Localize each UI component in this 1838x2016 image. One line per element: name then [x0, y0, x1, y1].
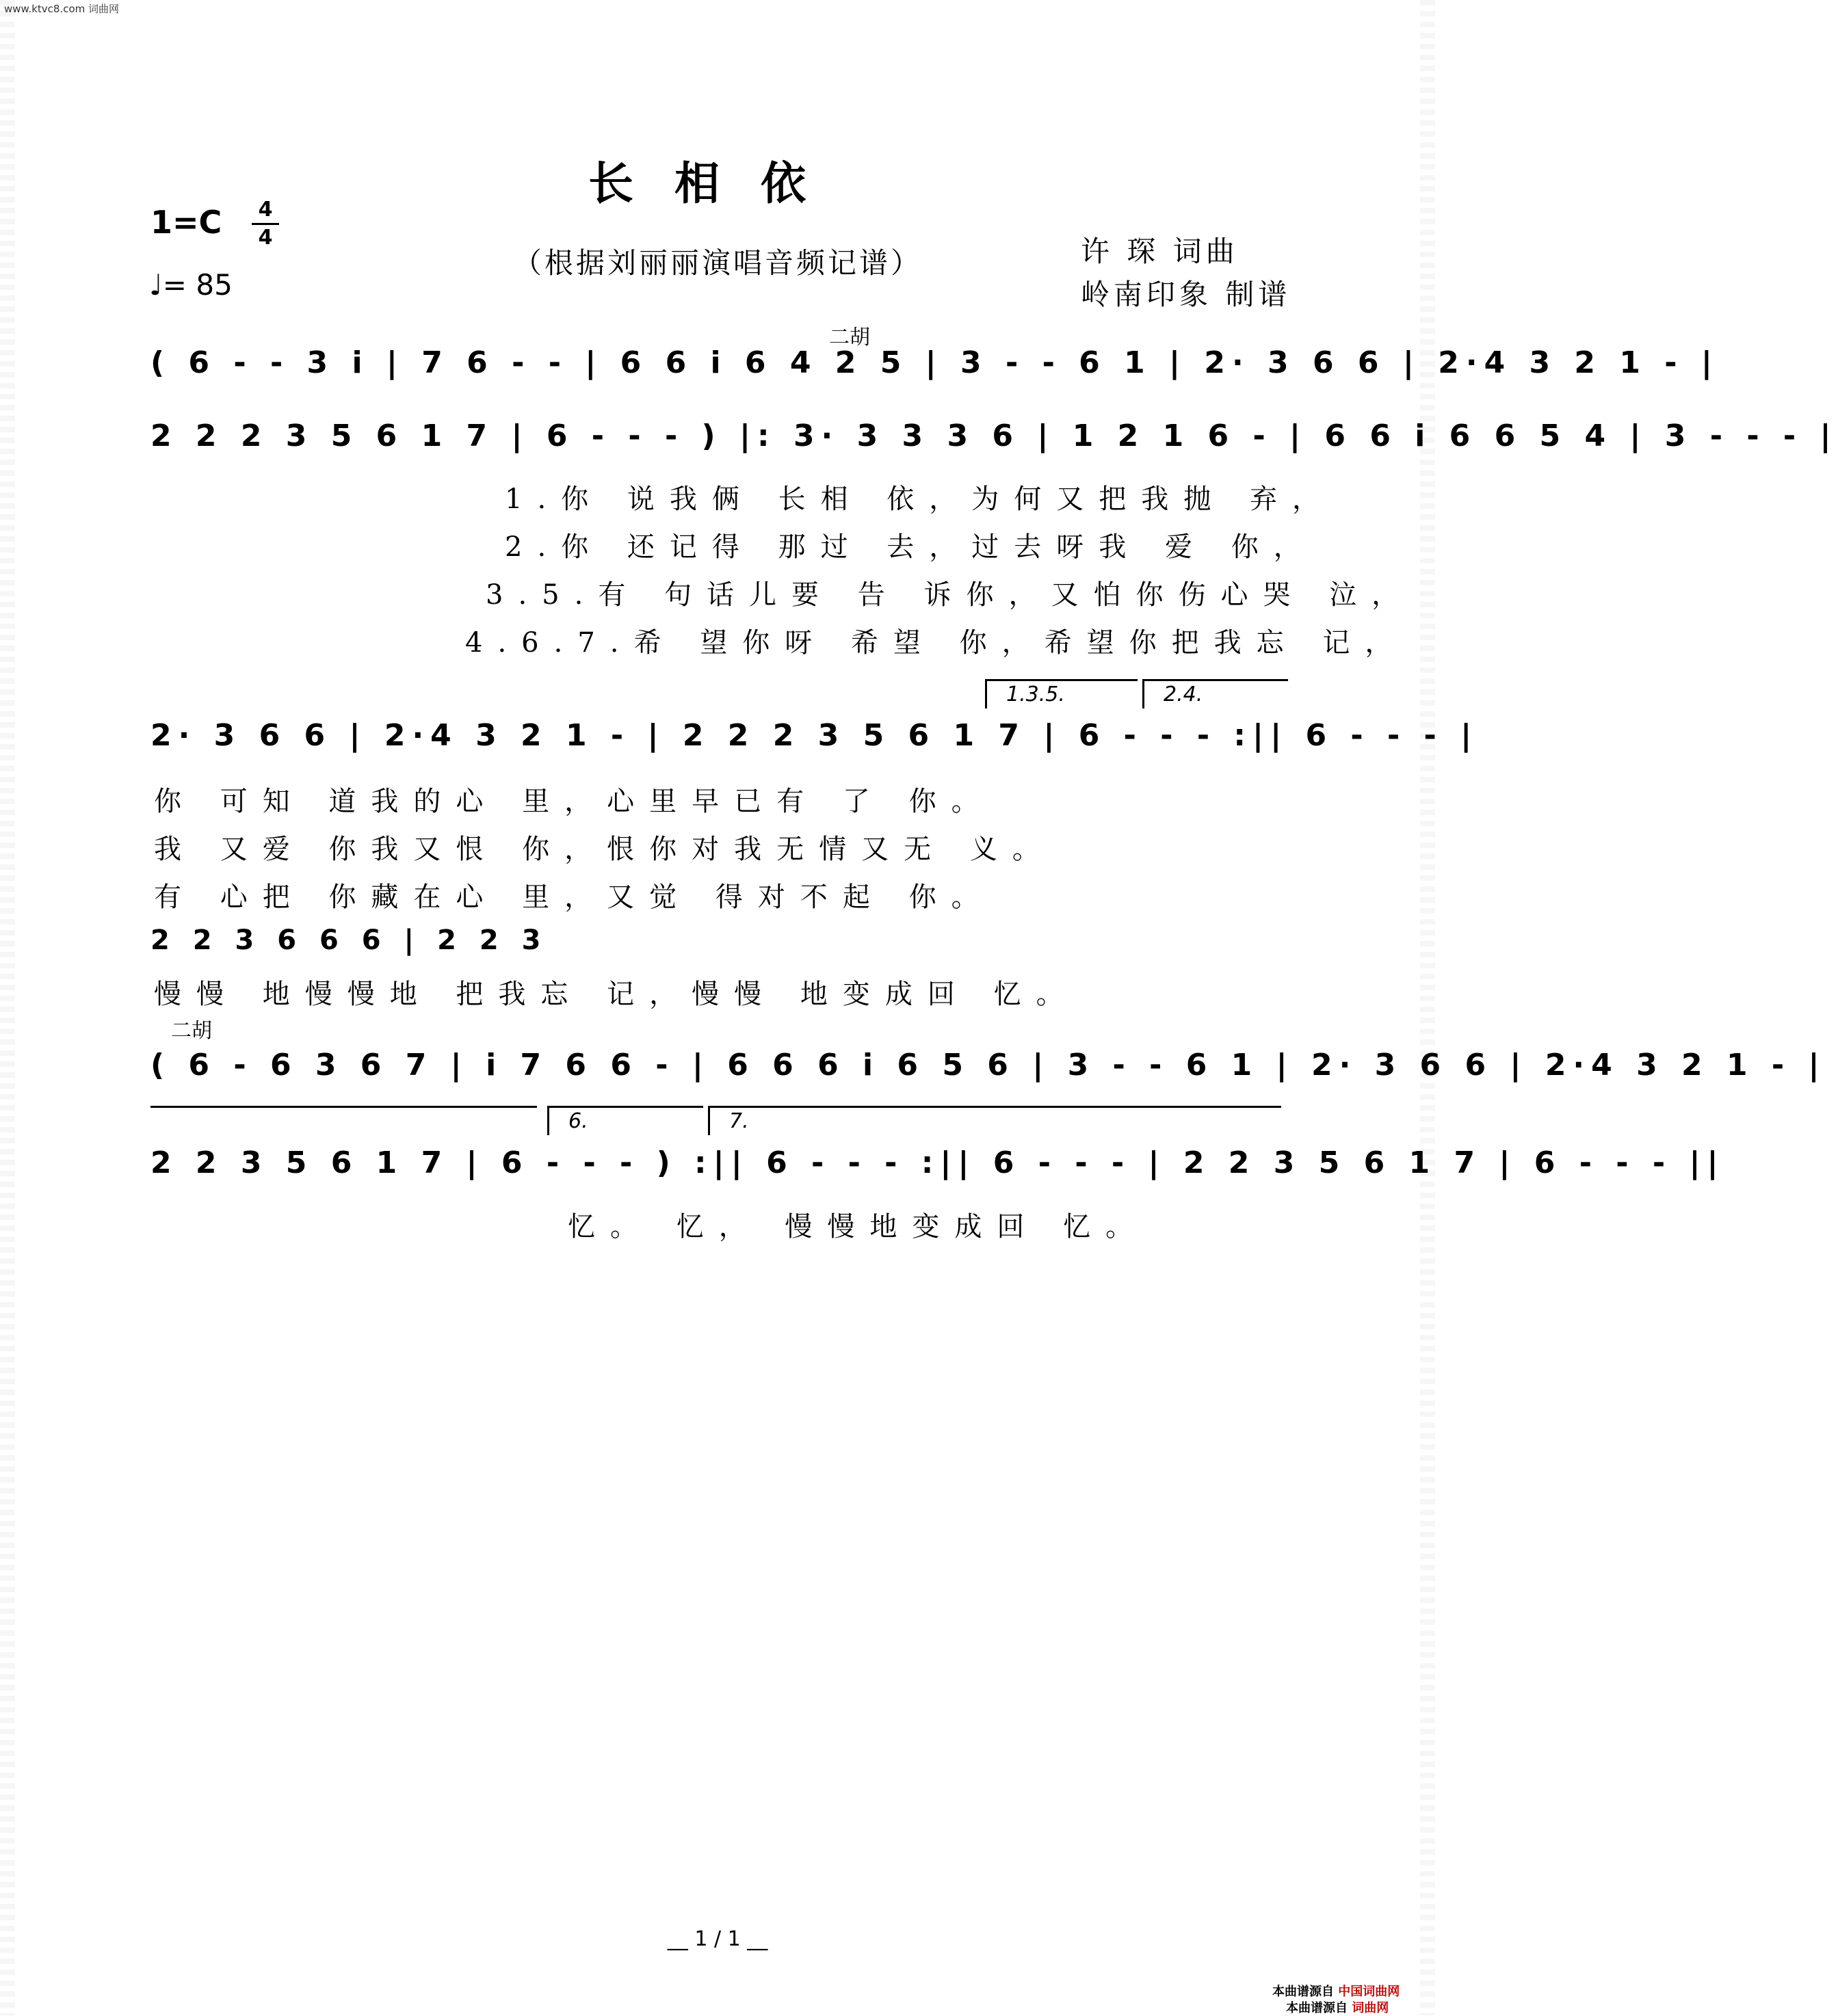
volta-7-label: 7.: [729, 1109, 749, 1133]
verse-b-1: 你 可知 道我的心 里，心里早已有 了 你。: [154, 786, 994, 817]
volta-6: [547, 1106, 703, 1135]
erhu-label-2: 二胡: [171, 1019, 212, 1043]
score-row-6: [150, 1145, 1725, 1193]
verse-b-3: 有 心把 你藏在心 里，又觉 得对不起 你。: [154, 881, 994, 913]
score-row-4: [150, 925, 1289, 972]
volta-7: [708, 1106, 1281, 1135]
volta-1-label: 1.3.5.: [1006, 682, 1065, 706]
page-number: __ 1 / 1 __: [667, 1927, 768, 1951]
credit-arranger: 岭南印象 制谱: [1081, 278, 1291, 311]
erhu-label: 二胡: [829, 326, 870, 349]
source-note-2: [1286, 1998, 1389, 2016]
volta-6-label: 6.: [568, 1109, 588, 1133]
volta-2: [1142, 679, 1288, 708]
score-row-3: [150, 718, 1479, 766]
verse-a-1: 1.你 说我俩 长相 依，为何又把我抛 弃，: [505, 483, 1335, 515]
verse-a-4: 4.6.7.希 望你呀 希望 你，希望你把我忘 记，: [465, 627, 1408, 659]
site-watermark: www.ktvc8.com 词曲网: [4, 3, 120, 15]
right-margin-strip: [1420, 0, 1435, 2015]
notes-row-4: 2 2 3 6 6 6 | 2 2 3: [150, 925, 548, 956]
volta-2-label: 2.4.: [1164, 682, 1203, 706]
ending-lyrics: 忆。 忆， 慢慢地变成回 忆。: [568, 1211, 1148, 1243]
score-row-1: [150, 345, 1719, 393]
notes-row-1: ( 6 - - 3 i | 7 6 - - | 6 6 i 6 4 2 5 | 3 - - 6 1 | 2· 3 6 6 | 2·4 3 2 1 - |: [150, 345, 1719, 380]
page-title: 长相依: [588, 157, 847, 210]
source-site: 中国词曲网: [1338, 1985, 1400, 1999]
notes-row-3: 2· 3 6 6 | 2·4 3 2 1 - | 2 2 2 3 5 6 1 7 | 6 - - - :|| 6 - - - |: [150, 718, 1479, 753]
source-note: [1272, 1982, 1400, 2000]
verse-b-2: 我 又爱 你我又恨 你，恨你对我无情又无 义。: [154, 834, 1055, 865]
time-sig-bottom: 4: [258, 226, 273, 250]
key-signature: 1=C: [150, 204, 222, 241]
notes-row-6: 2 2 3 5 6 1 7 | 6 - - - ) :|| 6 - - - :|| 6 - - - | 2 2 3 5 6 1 7 | 6 - - - ||: [150, 1145, 1725, 1180]
subtitle: （根据刘丽丽演唱音频记谱）: [512, 246, 922, 280]
tempo-marking: ♩= 85: [149, 268, 233, 302]
verse-b-4: 慢慢 地慢慢地 把我忘 记，慢慢 地变成回 忆。: [154, 979, 1079, 1010]
credit-lyricist: 许 琛 词曲: [1081, 235, 1239, 268]
source-site-2: 词曲网: [1352, 2001, 1389, 2015]
score-row-5: [150, 1048, 1826, 1096]
verse-a-2: 2.你 还记得 那过 去，过去呀我 爱 你，: [505, 531, 1316, 563]
time-sig-top: 4: [258, 198, 273, 222]
volta-repeat-top: [150, 1106, 537, 1135]
score-row-2: [150, 419, 1838, 466]
notes-row-5: ( 6 - 6 3 6 7 | i 7 6 6 - | 6 6 6 i 6 5 6 | 3 - - 6 1 | 2· 3 6 6 | 2·4 3 2 1 - |: [150, 1048, 1826, 1083]
source-label-2: 本曲谱源自: [1286, 2001, 1348, 2015]
verse-a-3: 3.5.有 句话儿要 告 诉你，又怕你伤心哭 泣，: [486, 579, 1415, 611]
volta-1: [985, 679, 1138, 708]
source-label: 本曲谱源自: [1272, 1985, 1334, 1999]
left-margin-strip: [0, 0, 15, 2015]
notes-row-2: 2 2 2 3 5 6 1 7 | 6 - - - ) |: 3· 3 3 3 6 | 1 2 1 6 - | 6 6 i 6 6 5 4 | 3 - - - |: [150, 419, 1838, 453]
